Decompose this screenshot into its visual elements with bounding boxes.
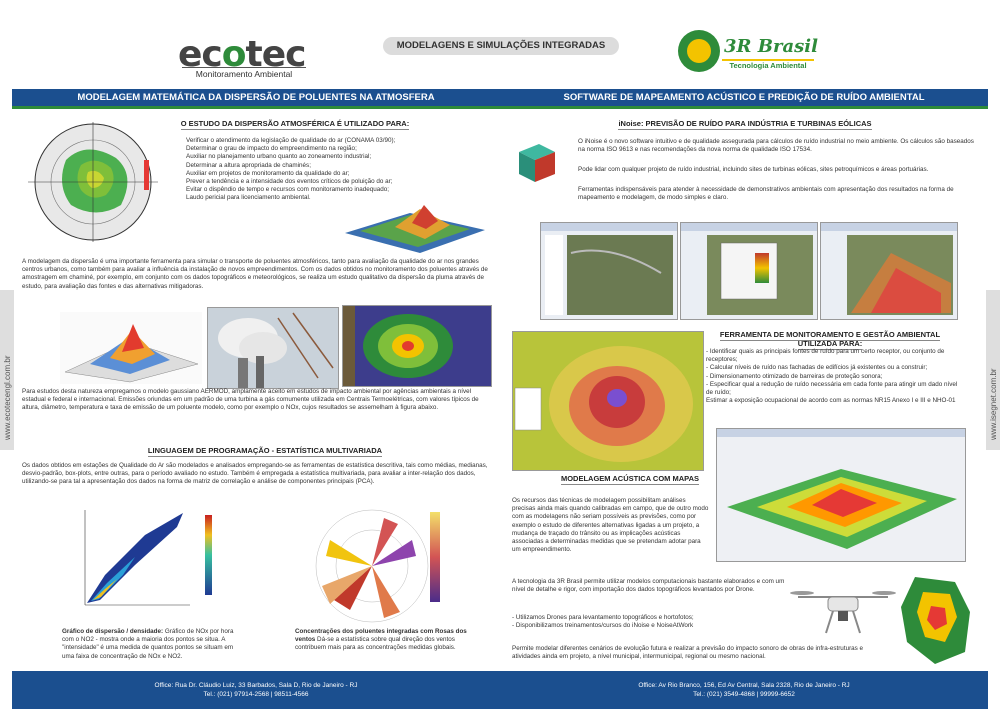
- tool-title: FERRAMENTA DE MONITORAMENTO E GESTÃO AMBIENTAL UTILIZADA PARA:: [719, 330, 941, 348]
- list-item: - Utilizamos Drones para levantamento topográficos e hortofotos;: [512, 614, 694, 621]
- study-list: [186, 137, 416, 203]
- noise-3d-map: [716, 428, 966, 562]
- right-footer-phone: Tel.: (021) 3549-4868 | 99999-6652: [693, 691, 795, 698]
- model-list: [512, 614, 782, 630]
- left-footer: [12, 681, 500, 699]
- list-item: Verificar o atendimento da legislação de qualidade do ar (CONAMA 03/90);: [186, 137, 396, 144]
- left-section-title: MODELAGEM MATEMÁTICA DA DISPERSÃO DE POLUENTES NA ATMOSFERA: [77, 92, 435, 103]
- software-screenshot-2: [680, 222, 818, 320]
- left-side-url: www.ecotecengl.com.br: [3, 355, 12, 440]
- left-side-tab: [0, 290, 14, 450]
- list-item: Prever a tendência e a intensidade dos eventos críticos de poluição do ar;: [186, 178, 393, 186]
- 3r-brasil-logo-mark: [678, 30, 720, 72]
- left-footer-address: Office: Rua Dr. Cláudio Luiz, 33 Barbados, Sala D, Rio de Janeiro - RJ: [154, 682, 358, 689]
- study-title: O ESTUDO DA DISPERSÃO ATMOSFÉRICA É UTILIZADO PARA:: [180, 119, 410, 128]
- software-screenshot-1: [540, 222, 678, 320]
- footer-bar: [12, 671, 988, 709]
- right-section-bar: [500, 89, 988, 106]
- right-section-title: SOFTWARE DE MAPEAMENTO ACÚSTICO E PREDIÇÃO DE RUÍDO AMBIENTAL: [563, 92, 925, 103]
- list-item: Auxiliar em projetos de monitoramento da qualidade do ar;: [186, 169, 350, 177]
- list-item: Auxiliar no planejamento urbano quanto ao zoneamento industrial;: [186, 153, 372, 161]
- left-footer-phone: Tel.: (021) 97914-2568 | 98511-4566: [203, 691, 309, 698]
- list-item: - Identificar quais as principais fontes de ruído para um certo receptor, ou conjunto de receptores;: [706, 348, 945, 364]
- inoise-paragraph-2: Pode lidar com qualquer projeto de ruído industrial, incluindo sites de turbinas eólicas, sites petroquímicos e áreas portuárias.: [578, 166, 929, 173]
- list-item: Evitar o dispêndio de tempo e recursos com monitoramento inadequado;: [186, 186, 390, 194]
- wind-rose-chart: [300, 500, 470, 625]
- tool-list: [706, 348, 958, 405]
- ecotec-logo: ecotec: [178, 34, 306, 75]
- list-item: Determinar a altura apropriada de chaminés;: [186, 161, 311, 169]
- list-item: Laudo pericial para licenciamento ambiental.: [186, 194, 311, 202]
- section-stripe: [12, 106, 988, 109]
- list-item: - Especificar qual a redução de ruído necessária em cada fonte para atingir um dado nível de ruído;: [706, 380, 958, 397]
- software-screenshot-3: [820, 222, 958, 320]
- right-footer: [500, 681, 988, 699]
- list-item: Estimar a exposição ocupacional de acordo com as normas NR15 Anexo I e III e NHO-01: [706, 397, 956, 405]
- radial-dispersion-map: [26, 120, 161, 245]
- model-paragraph-3: Permite modelar diferentes cenários de evolução futura e realizar a previsão do impacto sonoro de obras de infra-estruturas e atividades ainda em projeto, a nível municipal, intermunicipal, regional ou mesmo nacional.: [512, 645, 864, 661]
- topographic-map: [895, 572, 977, 668]
- stats-title: LINGUAGEM DE PROGRAMAÇÃO - ESTATÍSTICA MULTIVARIADA: [147, 446, 383, 455]
- header-title-pill: MODELAGENS E SIMULAÇÕES INTEGRADAS: [383, 37, 619, 55]
- aermod-paragraph: Para estudos desta natureza empregamos o modelo gaussiano AERMOD, amplamente aceito em estudos de impacto ambiental por agências ambientais a nível estadual e federal e internacional. Emissões oriundas em um padrão de uma turbina a gás comumente utilizada em Centrais Termoelétricas, com valores típicos de altura, diâmetro, temperatura e taxa de emissão de um poluente modelo, como por exemplo o NOx, cujos resultados se assemelham à figura abaixo.: [22, 388, 479, 412]
- list-item: - Calcular níveis de ruído nas fachadas de edifícios já existentes ou a construir;: [706, 364, 928, 372]
- 3r-brasil-logo-subtitle: Tecnologia Ambiental: [722, 59, 814, 70]
- right-footer-address: Office: Av Rio Branco, 156, Ed Av Central, Sala 2328, Rio de Janeiro - RJ: [638, 682, 850, 689]
- scatter-caption: Gráfico de dispersão / densidade: Gráfico de NOx por hora com o NO2 - mostra onde a maioria dos pontos se situa. A "intensidade" é uma medida de quantos pontos se situam em uma faixa de concentração de NOx e NO2.: [62, 628, 234, 660]
- inoise-box-icon: [513, 140, 559, 184]
- model-paragraph-2: A tecnologia da 3R Brasil permite utilizar modelos computacionais bastante elaborados e com um nível de detalhe e rigor, com importação dos dados topográficos levantados por Drone.: [512, 578, 785, 594]
- 3d-surface-plot: [60, 312, 202, 384]
- density-scatter-plot: [65, 505, 225, 625]
- 3r-brasil-logo-name: 3R Brasil: [724, 36, 818, 57]
- right-side-tab: [986, 290, 1000, 450]
- model-title: MODELAGEM ACÚSTICA COM MAPAS: [560, 474, 700, 483]
- windrose-caption: Concentrações dos poluentes integradas com Rosas dos ventos Dá-se a estatística sobre qual direção dos ventos contribuem mais para as concentrações medidas globais.: [295, 628, 467, 652]
- drone-image: [788, 583, 898, 645]
- power-plant-photo: [207, 307, 339, 389]
- left-section-bar: [12, 89, 500, 106]
- model-paragraph-1: Os recursos das técnicas de modelagem possibilitam análises precisas ainda mais quando calibradas em campo, que de outro modo com as modelagens não seriam possíveis as previsões, como por exemplo o estudo de diferentes alternativas ligadas a um projeto, a mudança de traçado do trânsito ou as implicações acústicas associadas a determinadas medidas que se pretendam adotar para um empreendimento.: [512, 497, 709, 554]
- noise-contour-map: [512, 331, 704, 471]
- inoise-paragraph-1: O iNoise é o novo software intuitivo e de qualidade assegurada para cálculos de ruído industrial no meio ambiente. Os cálculos são baseados na norma ISO 9613 e nas recomendações da nova norma de qualidade ISO 17534.: [578, 138, 974, 154]
- ecotec-logo-subtitle: Monitoramento Ambiental: [182, 67, 306, 79]
- list-item: - Dimensionamento otimizado de barreiras de proteção sonora;: [706, 372, 883, 380]
- stats-paragraph: Os dados obtidos em estações de Qualidade do Ar são modelados e analisados empregando-se as ferramentas de estatística descritiva, tais como médias, medianas, desvio-padrão, box-plots, entre outras, para o período avaliado no estudo. Também é empregada a estatística multivariada, para avaliar a inter-relação dos dados, utilizando-se para tal a apresentação dos dados na forma de matriz de correlação e análise de componentes principais (PCA).: [22, 462, 488, 486]
- list-item: - Disponibilizamos treinamentos/cursos do iNoise e NoiseAtWork: [512, 622, 694, 630]
- inoise-paragraph-3: Ferramentas indispensáveis para atender à necessidade de demonstrativos ambientais com apresentação dos resultados na forma de mapeamento e modelagem, de modo simples e claro.: [578, 186, 954, 202]
- inoise-title: iNoise: PREVISÃO DE RUÍDO PARA INDÚSTRIA E TURBINAS EÓLICAS: [618, 119, 872, 128]
- list-item: Determinar o grau de impacto do empreendimento na região;: [186, 145, 357, 153]
- dispersion-paragraph: A modelagem da dispersão é uma importante ferramenta para simular o transporte de poluentes atmosféricos, tanto para avaliação da qualidade do ar nos grandes centros urbanos, como também para avaliar a influência da instalação de novos empreendimentos. Com os dados obtidos no monitoramento dos poluentes através de amostragem em chaminé, por exemplo, em conjunto com os dados topográficos e meteorológicos, se realiza um estudo qualitativo da dispersão da pluma através de estudo, para avaliação das fontes e das alternativas mitigadoras.: [22, 258, 488, 290]
- concentration-map: [342, 305, 492, 387]
- terrain-3d-model: [340, 195, 490, 255]
- right-side-url: www.isegnet.com.br: [989, 368, 998, 440]
